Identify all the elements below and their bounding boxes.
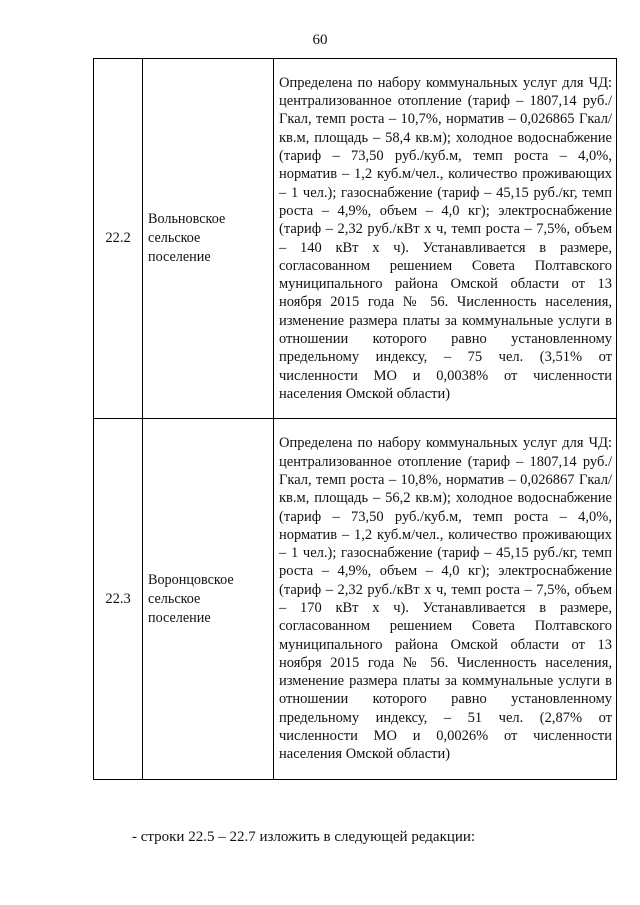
settlement-name-cell xyxy=(143,59,274,419)
table-row xyxy=(94,419,617,780)
row-number: 22.3 xyxy=(94,419,143,780)
row-number: 22.2 xyxy=(94,59,143,419)
settlement-name-line: поселение xyxy=(148,249,211,265)
tariff-table xyxy=(93,58,617,780)
settlement-name-line: поселение xyxy=(148,609,211,626)
row-description: Определена по набору коммунальных услуг для ЧД: централизованное отопление (тариф – 1807,14 руб./Гкал, темп роста – 10,7%, норматив – 0,026865 Гкал/кв.м, площадь – 58,4 кв.м); холодное водоснабжение (тариф – 73,50 руб./куб.м, темп роста – 4,0%, норматив – 1,2 куб.м/чел., количество проживающих – 1 чел.); газоснабжение (тариф – 45,15 руб./кг, темп роста – 4,9%, объем – 4,0 кг); электроснабжение (тариф – 2,32 руб./кВт х ч, темп роста – 7,5%, объем – 140 кВт х ч). Устанавливается в размере, согласованном решением Совета Полтавского муниципального района Омской области от 13 ноября 2015 года № 56. Численность населения, изменение размера платы за коммунальные услуги в отношении которого равно установленному предельному индексу, – 75 чел. (3,51% от численности МО и 0,0038% от численности населения Омской области) xyxy=(274,59,617,419)
row-description: Определена по набору коммунальных услуг для ЧД: централизованное отопление (тариф – 1807,14 руб./Гкал, темп роста – 10,8%, норматив – 0,026867 Гкал/кв.м, площадь – 56,2 кв.м); холодное водоснабжение (тариф – 73,50 руб./куб.м, темп роста – 4,0%, норматив – 1,2 куб.м/чел., количество проживающих – 1 чел.); газоснабжение (тариф – 45,15 руб./кг, темп роста – 4,9%, объем – 4,0 кг); электроснабжение (тариф – 2,32 руб./кВт х ч, темп роста – 7,5%, объем – 170 кВт х ч). Устанавливается в размере, согласованном решением Совета Полтавского муниципального района Омской области от 13 ноября 2015 года № 56. Численность населения, изменение размера платы за коммунальные услуги в отношении которого равно установленному предельному индексу, – 51 чел. (2,87% от численности МО и 0,0026% от численности населения Омской области) xyxy=(274,419,617,780)
settlement-name-line: Воронцовское xyxy=(148,571,234,588)
settlement-name-line: сельское xyxy=(148,230,201,246)
amendment-instruction: - строки 22.5 – 22.7 изложить в следующей редакции: xyxy=(132,829,476,845)
page-number: 60 xyxy=(312,32,328,48)
settlement-name-line: сельское xyxy=(148,590,201,607)
settlement-name-line: Вольновское xyxy=(148,211,226,227)
settlement-name-cell xyxy=(143,419,274,780)
table-row xyxy=(94,59,617,419)
